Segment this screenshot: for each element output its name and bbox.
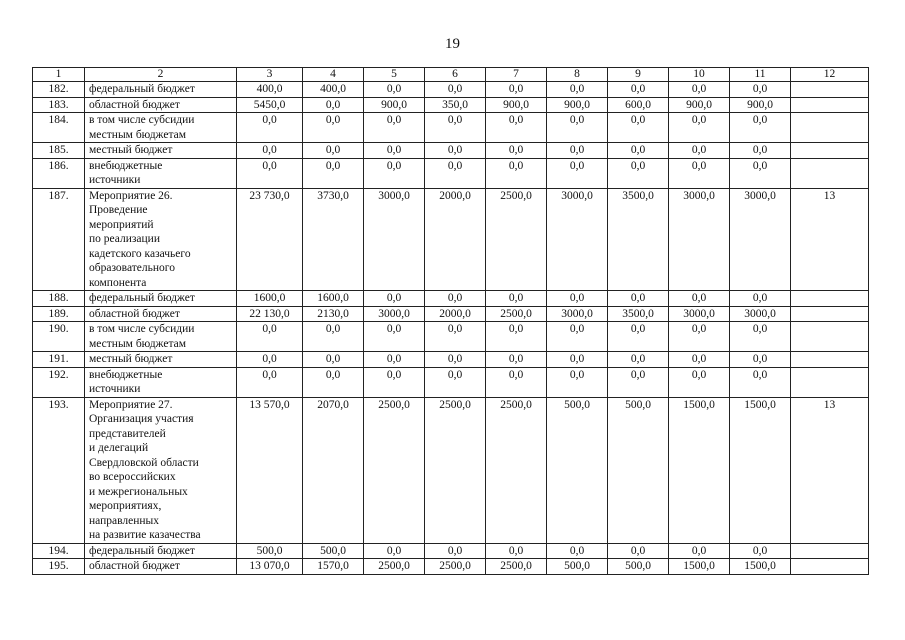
table-row: [33, 143, 869, 159]
row-value: 0,0: [608, 113, 669, 143]
table-row: [33, 559, 869, 575]
row-name: местный бюджет: [85, 143, 237, 159]
row-number: 191.: [33, 352, 85, 368]
row-value: 0,0: [425, 543, 486, 559]
row-value: 500,0: [608, 559, 669, 575]
row-value: 0,0: [669, 82, 730, 98]
row-value: 3000,0: [364, 188, 425, 291]
row-value: 0,0: [669, 543, 730, 559]
row-value: 0,0: [303, 143, 364, 159]
row-number: 188.: [33, 291, 85, 307]
row-target: [791, 367, 869, 397]
row-number: 187.: [33, 188, 85, 291]
row-value: 0,0: [364, 543, 425, 559]
table-row: [33, 82, 869, 98]
row-value: 2000,0: [425, 188, 486, 291]
row-value: 3730,0: [303, 188, 364, 291]
row-number: 185.: [33, 143, 85, 159]
row-value: 0,0: [303, 158, 364, 188]
row-target: [791, 352, 869, 368]
row-number: 186.: [33, 158, 85, 188]
column-header: 7: [486, 68, 547, 82]
row-value: 3000,0: [547, 188, 608, 291]
row-name: областной бюджет: [85, 559, 237, 575]
row-value: 500,0: [237, 543, 303, 559]
row-value: 0,0: [730, 543, 791, 559]
row-value: 0,0: [547, 322, 608, 352]
row-value: 0,0: [669, 352, 730, 368]
table-row: [33, 322, 869, 352]
row-value: 1600,0: [237, 291, 303, 307]
row-value: 0,0: [669, 291, 730, 307]
row-value: 0,0: [364, 291, 425, 307]
row-value: 900,0: [364, 97, 425, 113]
row-name: Мероприятие 27. Организация участия представителей и делегаций Свердловской области во всероссийских и межрегиональных мероприятиях, направленных на развитие казачества: [85, 397, 237, 543]
row-value: 500,0: [547, 559, 608, 575]
row-value: 13 570,0: [237, 397, 303, 543]
row-number: 182.: [33, 82, 85, 98]
row-value: 2500,0: [425, 559, 486, 575]
row-name: федеральный бюджет: [85, 291, 237, 307]
table-row: [33, 188, 869, 291]
row-target: [791, 543, 869, 559]
row-value: 2500,0: [486, 397, 547, 543]
row-value: 0,0: [486, 113, 547, 143]
row-target: [791, 291, 869, 307]
row-value: 2070,0: [303, 397, 364, 543]
row-name: федеральный бюджет: [85, 543, 237, 559]
table-row: [33, 97, 869, 113]
row-target: [791, 113, 869, 143]
row-number: 184.: [33, 113, 85, 143]
row-value: 2000,0: [425, 306, 486, 322]
row-value: 0,0: [608, 322, 669, 352]
row-value: 2500,0: [364, 397, 425, 543]
row-value: 0,0: [608, 543, 669, 559]
row-value: 0,0: [608, 82, 669, 98]
row-value: 0,0: [547, 143, 608, 159]
row-value: 0,0: [730, 82, 791, 98]
column-header: 12: [791, 68, 869, 82]
row-value: 350,0: [425, 97, 486, 113]
row-value: 0,0: [303, 367, 364, 397]
row-value: 0,0: [730, 367, 791, 397]
row-target: [791, 559, 869, 575]
row-value: 2500,0: [486, 188, 547, 291]
row-number: 183.: [33, 97, 85, 113]
row-value: 0,0: [669, 322, 730, 352]
budget-table: [32, 67, 869, 575]
row-value: 0,0: [364, 352, 425, 368]
row-value: 0,0: [486, 543, 547, 559]
header-row: [33, 68, 869, 82]
row-target: [791, 322, 869, 352]
row-name: областной бюджет: [85, 97, 237, 113]
row-value: 0,0: [303, 113, 364, 143]
row-number: 190.: [33, 322, 85, 352]
row-value: 0,0: [608, 291, 669, 307]
row-value: 0,0: [425, 143, 486, 159]
row-value: 0,0: [237, 158, 303, 188]
row-value: 0,0: [364, 158, 425, 188]
row-value: 3000,0: [730, 306, 791, 322]
row-target: [791, 143, 869, 159]
row-value: 2130,0: [303, 306, 364, 322]
row-target: 13: [791, 188, 869, 291]
row-value: 0,0: [425, 322, 486, 352]
row-number: 192.: [33, 367, 85, 397]
row-value: 0,0: [425, 113, 486, 143]
row-value: 22 130,0: [237, 306, 303, 322]
row-name: в том числе субсидии местным бюджетам: [85, 113, 237, 143]
row-value: 0,0: [730, 113, 791, 143]
row-value: 2500,0: [486, 559, 547, 575]
row-value: 1500,0: [669, 559, 730, 575]
row-name: Мероприятие 26. Проведение мероприятий по реализации кадетского казачьего образовательного компонента: [85, 188, 237, 291]
row-value: 0,0: [608, 143, 669, 159]
column-header: 3: [237, 68, 303, 82]
row-value: 1570,0: [303, 559, 364, 575]
row-value: 0,0: [364, 143, 425, 159]
column-header: 10: [669, 68, 730, 82]
row-name: местный бюджет: [85, 352, 237, 368]
row-value: 500,0: [547, 397, 608, 543]
column-header: 2: [85, 68, 237, 82]
row-value: 0,0: [486, 352, 547, 368]
row-name: внебюджетные источники: [85, 158, 237, 188]
row-value: 0,0: [547, 158, 608, 188]
row-value: 0,0: [486, 143, 547, 159]
row-value: 0,0: [303, 322, 364, 352]
row-value: 0,0: [669, 367, 730, 397]
row-name: областной бюджет: [85, 306, 237, 322]
table-row: [33, 367, 869, 397]
row-value: 5450,0: [237, 97, 303, 113]
row-value: 0,0: [425, 367, 486, 397]
row-value: 600,0: [608, 97, 669, 113]
row-value: 0,0: [303, 352, 364, 368]
table-row: [33, 352, 869, 368]
row-value: 0,0: [237, 113, 303, 143]
row-value: 0,0: [547, 543, 608, 559]
row-value: 3500,0: [608, 306, 669, 322]
table-row: [33, 306, 869, 322]
row-number: 195.: [33, 559, 85, 575]
row-value: 0,0: [608, 367, 669, 397]
row-value: 3000,0: [669, 306, 730, 322]
row-value: 1600,0: [303, 291, 364, 307]
row-value: 0,0: [730, 322, 791, 352]
row-value: 3500,0: [608, 188, 669, 291]
row-value: 0,0: [364, 113, 425, 143]
row-value: 0,0: [547, 82, 608, 98]
row-value: 900,0: [547, 97, 608, 113]
row-value: 0,0: [669, 143, 730, 159]
column-header: 9: [608, 68, 669, 82]
row-value: 0,0: [669, 158, 730, 188]
row-value: 1500,0: [730, 397, 791, 543]
row-value: 0,0: [237, 143, 303, 159]
row-value: 0,0: [425, 291, 486, 307]
row-value: 400,0: [303, 82, 364, 98]
row-number: 189.: [33, 306, 85, 322]
row-target: 13: [791, 397, 869, 543]
row-value: 0,0: [608, 158, 669, 188]
row-name: в том числе субсидии местным бюджетам: [85, 322, 237, 352]
row-value: 3000,0: [730, 188, 791, 291]
page-number: 19: [445, 36, 460, 52]
row-value: 0,0: [547, 352, 608, 368]
table-row: [33, 543, 869, 559]
table-row: [33, 291, 869, 307]
row-value: 900,0: [730, 97, 791, 113]
row-value: 0,0: [730, 143, 791, 159]
row-value: 2500,0: [364, 559, 425, 575]
row-value: 0,0: [364, 82, 425, 98]
row-value: 0,0: [364, 322, 425, 352]
row-value: 0,0: [303, 97, 364, 113]
row-value: 0,0: [547, 291, 608, 307]
row-value: 0,0: [425, 352, 486, 368]
row-value: 500,0: [303, 543, 364, 559]
row-value: 0,0: [486, 291, 547, 307]
row-value: 0,0: [425, 82, 486, 98]
row-value: 0,0: [669, 113, 730, 143]
table-row: [33, 113, 869, 143]
row-value: 500,0: [608, 397, 669, 543]
row-target: [791, 306, 869, 322]
row-value: 1500,0: [669, 397, 730, 543]
row-target: [791, 97, 869, 113]
row-number: 194.: [33, 543, 85, 559]
row-value: 13 070,0: [237, 559, 303, 575]
row-value: 0,0: [237, 352, 303, 368]
column-header: 8: [547, 68, 608, 82]
column-header: 6: [425, 68, 486, 82]
row-value: 3000,0: [364, 306, 425, 322]
column-header: 11: [730, 68, 791, 82]
row-value: 0,0: [730, 291, 791, 307]
row-value: 0,0: [237, 322, 303, 352]
column-header: 1: [33, 68, 85, 82]
row-value: 0,0: [730, 158, 791, 188]
row-value: 0,0: [486, 82, 547, 98]
row-value: 0,0: [486, 322, 547, 352]
row-target: [791, 158, 869, 188]
row-value: 0,0: [730, 352, 791, 368]
row-value: 0,0: [547, 113, 608, 143]
row-target: [791, 82, 869, 98]
row-name: внебюджетные источники: [85, 367, 237, 397]
row-value: 1500,0: [730, 559, 791, 575]
table-row: [33, 158, 869, 188]
row-value: 0,0: [364, 367, 425, 397]
row-value: 0,0: [237, 367, 303, 397]
column-header: 4: [303, 68, 364, 82]
row-value: 900,0: [486, 97, 547, 113]
row-number: 193.: [33, 397, 85, 543]
row-name: федеральный бюджет: [85, 82, 237, 98]
row-value: 3000,0: [547, 306, 608, 322]
row-value: 23 730,0: [237, 188, 303, 291]
row-value: 900,0: [669, 97, 730, 113]
table-row: [33, 397, 869, 543]
row-value: 400,0: [237, 82, 303, 98]
row-value: 0,0: [425, 158, 486, 188]
row-value: 0,0: [608, 352, 669, 368]
row-value: 0,0: [547, 367, 608, 397]
row-value: 2500,0: [486, 306, 547, 322]
column-header: 5: [364, 68, 425, 82]
row-value: 0,0: [486, 158, 547, 188]
row-value: 2500,0: [425, 397, 486, 543]
row-value: 3000,0: [669, 188, 730, 291]
row-value: 0,0: [486, 367, 547, 397]
